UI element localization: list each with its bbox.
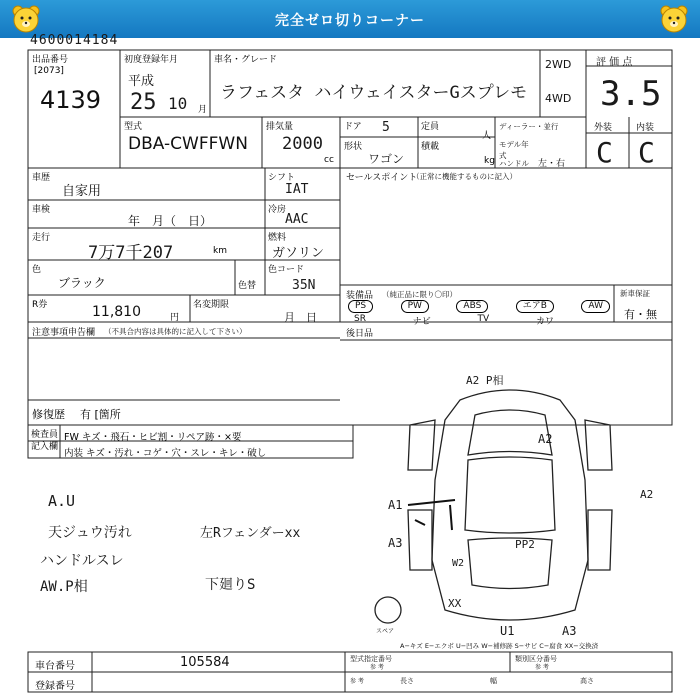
checklist-row-1: FW キズ・飛石・ヒビ割・リペア跡・×要 [64,432,242,443]
rear-seat-label: 後日品 [346,329,374,339]
ext-label: 外装 [594,123,613,133]
color-label: 色 [32,265,42,275]
load-unit: kg [484,156,495,166]
ac: AAC [285,212,309,227]
registration-label: 登録番号 [35,681,75,692]
repaint-label: 色替 [238,281,257,291]
mileage-unit: km [213,246,227,256]
capacity-unit: 人 [482,131,492,141]
reg-label: 初度登録年月 [124,55,179,65]
int-label: 内装 [636,123,655,133]
mileage-label: 走行 [32,233,51,243]
equipment-item: ナビ [412,317,431,327]
equipment-row-2 [354,314,554,327]
model-year-label: モデル年式 [499,140,529,160]
ref-label: 参 考 [370,664,384,671]
diagram-mark: U1 [500,624,515,638]
handwritten-note: 下廻りS [205,577,256,593]
score: 3.5 [600,74,662,114]
category-number-label: 類別区分番号 [515,655,557,663]
color-code-label: 色コード [268,265,305,275]
shift-label: シフト [268,173,296,183]
ref-label: 参 考 [350,678,364,685]
width-label: 幅 [490,677,497,685]
top-number: 4600014184 [30,33,119,48]
notes-sub: （不具合内容は具体的に記入して下さい） [104,327,247,336]
equipment-item: AW [581,300,610,313]
car-name: ラフェスタ ハイウェイスターGスプレモ [220,83,528,103]
inspection: 年 月（ 日） [128,214,213,228]
handwritten-note: ハンドルスレ [40,553,124,569]
lot-code: [2073] [34,66,64,76]
int-grade: C [638,136,655,169]
displacement-label: 排気量 [266,122,294,132]
diagram-mark: A3 [388,536,403,550]
notes-label: 注意事項申告欄 [32,328,96,338]
shape: ワゴン [368,152,405,166]
equipment-item: ABS [456,300,488,313]
model-label: 型式 [124,122,143,132]
drive-2wd: 2WD [545,58,572,71]
equipment-label: 装備品 [346,291,374,301]
load-label: 積載 [421,142,440,152]
type-designation-label: 型式指定番号 [350,655,392,663]
chassis-number: 105584 [180,655,230,670]
equipment-item: TV [477,314,490,324]
height-label: 高さ [580,677,594,685]
handwritten-note: 天ジュウ汚れ [48,525,132,541]
recycle-unit: 円 [170,313,180,323]
fuel-label: 燃料 [268,233,287,243]
doors: 5 [382,120,390,135]
usage: 自家用 [62,184,102,199]
drive-4wd: 4WD [545,92,572,105]
score-label: 評 価 点 [596,57,633,68]
new-car-warranty: 有・無 [624,308,657,321]
displacement: 2000 [282,134,323,154]
damage-legend: A−キズ E−エクボ U−凹み W−補修跡 S−サビ C−腐食 XX−交換済 [400,642,599,650]
ext-grade: C [596,136,613,169]
length-label: 長さ [400,677,414,685]
name-change: 月 日 [284,311,317,324]
equipment-item: SR [354,314,366,324]
diagram-mark: W2 [452,558,465,569]
lot-label: 出品番号 [32,55,69,65]
chassis-label: 車台番号 [35,661,75,672]
sales-point-label: セールスポイント [346,173,418,183]
equipment-item: PW [401,300,429,313]
diagram-mark: A2 [538,432,553,446]
shape-label: 形状 [344,142,363,152]
month-unit: 月 [198,105,208,115]
capacity-label: 定員 [421,122,440,132]
model: DBA-CWFFWN [128,134,248,154]
checklist-row-2: 内装 キズ・汚れ・コゲ・穴・スレ・キレ・破し [64,448,267,459]
handle-label: ハンドル [499,159,529,168]
ac-label: 冷房 [268,205,287,215]
color-code: 35N [292,278,316,293]
equipment-item: カワ [535,317,554,327]
diagram-mark: A3 [562,624,577,638]
new-car-warranty-label: 新車保証 [620,289,650,298]
diagram-mark: A1 [388,498,403,512]
ref-label: 参 考 [535,664,549,671]
page-title: 完全ゼロ切りコーナー [275,13,425,29]
diagram-mark: A2 [640,488,654,501]
diagram-mark: A2 P相 [466,374,504,387]
shift: IAT [285,182,309,197]
name-label: 車名・グレード [214,55,278,65]
usage-label: 車歴 [32,173,51,183]
equipment-sub: （純正品に限り〇印） [382,290,457,299]
handwritten-note: 左Rフェンダーxx [200,526,301,541]
equipment-item: エアB [516,300,554,313]
car-damage-diagram [360,360,672,650]
reg-year: 25 [130,90,157,115]
mileage: 7万7千207 [88,243,174,263]
diagram-mark: PP2 [515,538,535,551]
inspection-label: 車検 [32,205,51,215]
spare-label: スペア [376,628,395,635]
lot-number: 4139 [40,86,102,114]
sales-point-sub: （正常に機能するものに記入） [412,172,517,181]
equipment-item: PS [348,300,373,313]
handwritten-note: AW.P相 [40,579,88,595]
era: 平成 [128,74,155,89]
repair-value: 有 [箇所 [80,408,121,421]
displacement-unit: cc [324,155,334,165]
handle-options: 左・右 [538,159,566,169]
inspector-label: 検査員記入欄 [31,430,59,452]
repair-label: 修復歴 [32,408,65,421]
fuel: ガソリン [272,246,325,261]
reg-month: 10 [168,94,188,113]
color: ブラック [58,276,106,290]
equipment-row-1 [348,300,610,313]
recycle-label: R券 [32,300,48,310]
door-label: ドア [344,122,362,132]
diagram-mark: XX [448,597,462,610]
dealer-label: ディーラー・並行 [499,122,559,131]
name-change-label: 名変期限 [193,300,230,310]
recycle-amount: 11,810 [92,304,141,320]
handwritten-note: A.U [48,492,76,510]
